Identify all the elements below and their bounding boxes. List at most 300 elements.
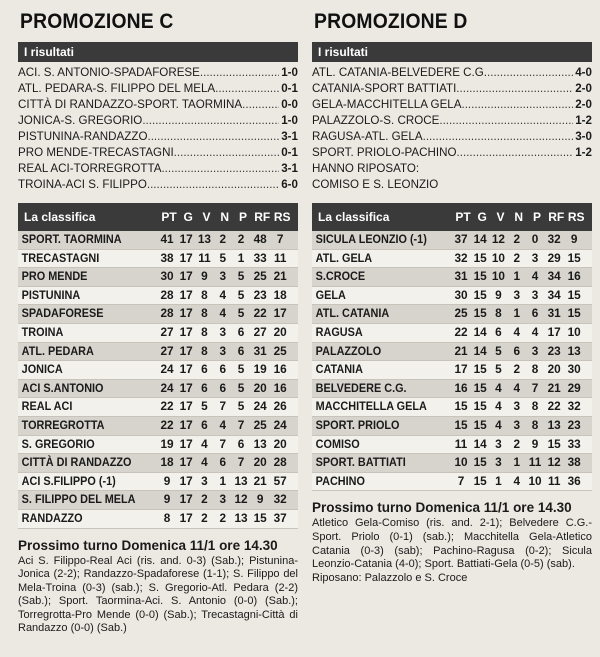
table-row: [18, 268, 298, 287]
col-pt: PT: [161, 210, 177, 224]
dot-leader: [147, 177, 279, 193]
stat-g: 15: [473, 362, 487, 377]
stat-rs: 24: [273, 417, 287, 432]
stat-v: 10: [491, 250, 505, 265]
league-title: PROMOZIONE C: [20, 10, 174, 33]
stat-rf: 19: [253, 362, 267, 377]
stat-n: 3: [513, 417, 521, 432]
result-match: ATL. CATANIA-BELVEDERE C.G.: [312, 66, 488, 79]
result-match: GELA-MACCHITELLA GELA: [312, 98, 462, 111]
stat-v: 5: [495, 362, 502, 377]
stat-rs: 7: [276, 232, 284, 246]
team-name: S. FILIPPO DEL MELA: [21, 492, 136, 507]
result-score: 2-0: [575, 82, 592, 95]
stat-pt: 28: [160, 287, 174, 302]
stat-n: 7: [219, 399, 227, 414]
stat-n: 7: [219, 436, 227, 451]
result-row: [18, 65, 298, 81]
team-name: REAL ACI: [21, 399, 73, 414]
col-v: V: [496, 210, 505, 224]
stat-rf: 29: [547, 250, 561, 265]
stat-rs: 16: [567, 269, 581, 284]
stat-v: 4: [201, 436, 208, 451]
team-name: S.CROCE: [315, 269, 366, 284]
stat-pt: 22: [160, 399, 174, 414]
team-name: SPADAFORESE: [21, 306, 104, 321]
stat-rf: 34: [547, 287, 561, 302]
result-row: [312, 97, 592, 113]
stat-rs: 16: [273, 380, 287, 395]
stat-rs: 28: [273, 455, 287, 470]
result-row: [312, 129, 592, 145]
result-row: [18, 129, 298, 145]
stat-rf: 22: [253, 306, 267, 321]
table-row: [18, 491, 298, 510]
stat-rs: 26: [273, 399, 287, 414]
stat-n: 3: [219, 324, 227, 339]
stat-v: 3: [495, 436, 502, 451]
result-row: [312, 65, 592, 81]
stat-g: 17: [179, 362, 193, 377]
standings-label: La classifica: [318, 210, 390, 224]
standings-header: [312, 203, 592, 231]
team-name: SICULA LEONZIO (-1): [315, 232, 427, 246]
team-name: BELVEDERE C.G.: [315, 380, 407, 395]
stat-rs: 13: [567, 343, 581, 358]
stat-v: 6: [495, 324, 502, 339]
stat-rs: 21: [273, 269, 287, 284]
stat-rs: 9: [570, 232, 578, 246]
stat-v: 8: [201, 287, 208, 302]
stat-rs: 15: [567, 306, 581, 321]
stat-n: 3: [219, 492, 227, 507]
stat-g: 17: [179, 436, 193, 451]
stat-rs: 38: [567, 455, 581, 470]
stat-rf: 21: [253, 473, 267, 488]
team-name: CATANIA: [315, 362, 363, 377]
table-row: [312, 231, 592, 250]
result-match: RAGUSA-ATL. GELA: [312, 130, 423, 143]
stat-p: 12: [234, 492, 248, 507]
stat-pt: 32: [454, 250, 468, 265]
stat-rf: 25: [253, 417, 267, 432]
stat-v: 4: [495, 417, 502, 432]
stat-rf: 22: [547, 399, 561, 414]
stat-rs: 20: [273, 324, 287, 339]
stat-rs: 23: [567, 417, 581, 432]
table-row: [312, 436, 592, 455]
team-name: SPORT. BATTIATI: [315, 455, 406, 470]
col-g: G: [183, 210, 193, 224]
stat-rs: 32: [273, 492, 287, 507]
dot-leader: [200, 65, 279, 81]
next-round-text: Atletico Gela-Comiso (ris. and. 2-1); Belvedere C.G.-Sport. Priolo (0-1) (sab.); Macchitella Gela-Atletico Catania (0-3) (sab); Pachino-Ragusa (0-2); Sicula Leonzio-Catania (4-0); Sport. Battiati-Gela (0-5) (sab).: [312, 517, 592, 571]
stat-rs: 15: [567, 250, 581, 265]
stat-pt: 25: [454, 306, 468, 321]
stat-pt: 22: [160, 417, 174, 432]
col-n: N: [220, 210, 230, 224]
result-row: [312, 81, 592, 97]
stat-g: 15: [473, 287, 487, 302]
stat-v: 8: [495, 306, 502, 321]
stat-pt: 19: [160, 436, 174, 451]
stat-g: 17: [179, 232, 193, 246]
stat-p: 4: [531, 269, 539, 284]
result-score: 0-0: [281, 98, 298, 111]
stat-pt: 38: [160, 250, 174, 265]
promozione-d-column: [312, 0, 592, 585]
result-match: JONICA-S. GREGORIO: [18, 114, 143, 127]
stat-p: 10: [528, 473, 542, 488]
stat-n: 3: [513, 399, 521, 414]
stat-rf: 17: [547, 324, 561, 339]
stat-rs: 37: [273, 510, 287, 525]
stat-g: 17: [179, 250, 193, 265]
stat-p: 3: [531, 343, 539, 358]
col-rf: RF: [254, 210, 271, 224]
result-score: 0-1: [281, 146, 298, 159]
stat-v: 4: [495, 399, 502, 414]
stat-g: 17: [179, 417, 193, 432]
dot-leader: [457, 145, 574, 161]
stat-rs: 32: [567, 399, 581, 414]
stat-rf: 12: [547, 455, 561, 470]
team-name: ACI S.ANTONIO: [21, 380, 104, 395]
team-name: SPORT. PRIOLO: [315, 417, 400, 432]
dot-leader: [423, 129, 574, 145]
stat-g: 14: [473, 343, 487, 358]
stat-pt: 41: [160, 232, 174, 246]
stat-rf: 31: [253, 343, 267, 358]
stat-p: 0: [531, 232, 539, 246]
result-match: REAL ACI-TORREGROTTA: [18, 162, 162, 175]
table-row: [312, 324, 592, 343]
team-name: COMISO: [315, 436, 360, 451]
stat-rf: 27: [253, 324, 267, 339]
stat-g: 17: [179, 380, 193, 395]
stat-n: 6: [219, 380, 227, 395]
result-score: 3-1: [281, 130, 298, 143]
stat-g: 15: [473, 473, 487, 488]
table-row: [312, 380, 592, 399]
stat-rs: 10: [567, 324, 581, 339]
standings-header: [18, 203, 298, 231]
dot-leader: [142, 113, 279, 129]
stat-p: 6: [237, 324, 245, 339]
stat-pt: 17: [454, 362, 468, 377]
stat-n: 2: [513, 362, 521, 377]
stat-p: 5: [237, 399, 245, 414]
stat-n: 2: [513, 232, 521, 246]
stat-p: 2: [237, 232, 245, 246]
stat-pt: 9: [163, 492, 171, 507]
stat-p: 3: [531, 250, 539, 265]
stat-p: 8: [531, 399, 539, 414]
team-name: S. GREGORIO: [21, 436, 95, 451]
stat-g: 15: [473, 417, 487, 432]
stat-g: 14: [473, 232, 487, 246]
promozione-c-column: [18, 0, 298, 636]
table-row: [312, 250, 592, 269]
stat-pt: 21: [454, 343, 468, 358]
result-row: [18, 145, 298, 161]
team-name: ATL. PEDARA: [21, 343, 94, 358]
stat-g: 17: [179, 455, 193, 470]
stat-v: 1: [495, 473, 502, 488]
stat-p: 7: [531, 380, 539, 395]
stat-pt: 18: [160, 455, 174, 470]
stat-n: 4: [513, 324, 521, 339]
stat-g: 17: [179, 287, 193, 302]
table-row: [18, 305, 298, 324]
stat-g: 15: [473, 455, 487, 470]
stat-rs: 29: [567, 380, 581, 395]
stat-rf: 13: [547, 417, 561, 432]
team-name: MACCHITELLA GELA: [315, 399, 427, 414]
col-rs: RS: [567, 210, 585, 224]
stat-pt: 27: [160, 343, 174, 358]
stat-v: 3: [201, 473, 208, 488]
dot-leader: [215, 81, 279, 97]
table-row: [18, 343, 298, 362]
col-rf: RF: [548, 210, 565, 224]
table-row: [312, 268, 592, 287]
stat-v: 9: [201, 269, 208, 284]
next-round-title: Prossimo turno Domenica 11/1 ore 14.30: [18, 537, 278, 553]
table-row: [18, 324, 298, 343]
col-p: P: [239, 210, 248, 224]
stat-rf: 23: [253, 287, 267, 302]
rest-teams: COMISO E S. LEONZIO: [312, 178, 439, 191]
table-row: [312, 287, 592, 306]
stat-rf: 9: [256, 492, 264, 507]
result-match: SPORT. PRIOLO-PACHINO: [312, 146, 457, 159]
table-row: [18, 510, 298, 529]
stat-g: 14: [473, 436, 487, 451]
stat-g: 17: [179, 343, 193, 358]
next-round-title: Prossimo turno Domenica 11/1 ore 14.30: [312, 500, 572, 516]
table-row: [312, 417, 592, 436]
stat-v: 2: [201, 492, 208, 507]
stat-g: 17: [179, 399, 193, 414]
stat-rf: 11: [547, 473, 561, 488]
dot-leader: [439, 113, 573, 129]
result-row: [312, 145, 592, 161]
results-header: I risultati: [312, 42, 592, 62]
result-score: 1-2: [575, 146, 592, 159]
standings-table: [18, 231, 298, 529]
stat-rf: 32: [547, 232, 561, 246]
result-score: 3-1: [281, 162, 298, 175]
team-name: RANDAZZO: [21, 510, 83, 525]
stat-rf: 20: [253, 455, 267, 470]
stat-g: 17: [179, 324, 193, 339]
result-score: 3-0: [575, 130, 592, 143]
stat-v: 11: [198, 250, 211, 265]
stat-p: 6: [237, 436, 245, 451]
stat-v: 2: [201, 510, 208, 525]
stat-v: 5: [495, 343, 502, 358]
col-n: N: [514, 210, 524, 224]
team-name: ATL. GELA: [315, 250, 373, 265]
table-row: [312, 305, 592, 324]
stat-pt: 15: [454, 417, 468, 432]
stat-rs: 20: [273, 436, 287, 451]
stat-rf: 23: [547, 343, 561, 358]
stat-p: 1: [237, 250, 245, 265]
stat-pt: 9: [163, 473, 171, 488]
team-name: PRO MENDE: [21, 269, 88, 284]
stat-pt: 28: [160, 306, 174, 321]
result-row: [18, 177, 298, 193]
table-row: [312, 473, 592, 492]
stat-pt: 31: [454, 269, 468, 284]
stat-n: 1: [513, 306, 521, 321]
result-row: [18, 81, 298, 97]
result-match: PISTUNINA-RANDAZZO: [18, 130, 148, 143]
stat-rf: 34: [547, 269, 561, 284]
stat-rf: 15: [253, 510, 267, 525]
col-g: G: [477, 210, 487, 224]
standings-label: La classifica: [24, 210, 96, 224]
stat-v: 6: [201, 362, 208, 377]
next-round-text: Aci S. Filippo-Real Aci (ris. and. 0-3) (Sab.); Pistunina-Jonica (2-2); Randazzo-Spadaforese (1-1); S. Filippo del Mela-Troina (0-3) (sab.); S. Gregorio-Atl. Pedara (2-2) (Sab.); Sport. Taormina-Aci. S. Antonio (0-0) (Sab.); Torregrotta-Pro Mende (0-0) (Sab.); Trecastagni-Città di Randazzo (0-0) (Sab.): [18, 554, 298, 635]
team-name: PISTUNINA: [21, 287, 81, 302]
dot-leader: [487, 65, 573, 81]
stat-rf: 24: [253, 399, 267, 414]
stat-v: 5: [201, 399, 208, 414]
team-name: PACHINO: [315, 473, 365, 488]
stat-rf: 48: [253, 232, 267, 246]
stat-p: 6: [237, 343, 245, 358]
stat-p: 5: [237, 287, 245, 302]
team-name: ATL. CATANIA: [315, 306, 390, 321]
stat-n: 4: [513, 473, 521, 488]
table-row: [18, 250, 298, 269]
stat-rf: 20: [253, 380, 267, 395]
team-name: SPORT. TAORMINA: [21, 232, 122, 246]
table-row: [18, 231, 298, 250]
stat-n: 1: [513, 455, 521, 470]
result-score: 6-0: [281, 178, 298, 191]
stat-n: 2: [219, 510, 227, 525]
team-name: JONICA: [21, 362, 63, 377]
stat-n: 4: [219, 306, 227, 321]
table-row: [18, 436, 298, 455]
stat-n: 5: [219, 250, 227, 265]
team-name: PALAZZOLO: [315, 343, 382, 358]
table-row: [312, 454, 592, 473]
stat-v: 13: [197, 232, 211, 246]
stat-rs: 16: [273, 362, 287, 377]
stat-p: 5: [237, 362, 245, 377]
result-score: 2-0: [575, 98, 592, 111]
team-name: ACI S.FILIPPO (-1): [21, 473, 116, 488]
stat-pt: 8: [163, 510, 171, 525]
stat-v: 9: [495, 287, 502, 302]
stat-p: 3: [531, 287, 539, 302]
stat-g: 15: [473, 399, 487, 414]
team-name: TROINA: [21, 324, 64, 339]
results-header: I risultati: [18, 42, 298, 62]
team-name: TORREGROTTA: [21, 417, 105, 432]
stat-p: 8: [531, 417, 539, 432]
stat-pt: 30: [454, 287, 468, 302]
stat-p: 4: [531, 324, 539, 339]
table-row: [18, 398, 298, 417]
result-score: 1-2: [575, 114, 592, 127]
stat-n: 3: [219, 269, 227, 284]
team-name: RAGUSA: [315, 324, 363, 339]
stat-rs: 57: [273, 473, 287, 488]
result-row: [18, 113, 298, 129]
stat-g: 17: [179, 473, 193, 488]
stat-v: 4: [495, 380, 502, 395]
stat-n: 2: [513, 436, 521, 451]
stat-pt: 11: [454, 436, 468, 451]
dot-leader: [161, 161, 279, 177]
stat-p: 13: [234, 510, 248, 525]
stat-n: 1: [219, 473, 227, 488]
stat-n: 3: [513, 287, 521, 302]
table-row: [312, 343, 592, 362]
col-pt: PT: [455, 210, 471, 224]
stat-pt: 10: [454, 455, 468, 470]
stat-p: 7: [237, 455, 245, 470]
stat-v: 6: [201, 380, 208, 395]
table-row: [18, 361, 298, 380]
stat-pt: 7: [457, 473, 465, 488]
stat-p: 9: [531, 436, 539, 451]
result-match: CATANIA-SPORT BATTIATI: [312, 82, 457, 95]
results-list: [312, 65, 592, 161]
stat-pt: 16: [454, 380, 468, 395]
stat-n: 3: [219, 343, 227, 358]
stat-g: 14: [473, 324, 487, 339]
result-match: PRO MENDE-TRECASTAGNI: [18, 146, 174, 159]
stat-v: 6: [201, 417, 208, 432]
result-match: ACI. S. ANTONIO-SPADAFORESE: [18, 66, 200, 79]
stat-g: 15: [473, 269, 487, 284]
stat-v: 12: [491, 232, 505, 246]
stat-rf: 31: [547, 306, 561, 321]
stat-pt: 24: [160, 362, 174, 377]
stat-rf: 15: [547, 436, 561, 451]
stat-g: 15: [473, 380, 487, 395]
result-match: PALAZZOLO-S. CROCE: [312, 114, 440, 127]
stat-g: 17: [179, 510, 193, 525]
stat-g: 17: [179, 306, 193, 321]
result-score: 0-1: [281, 82, 298, 95]
stat-n: 4: [513, 380, 521, 395]
stat-rs: 33: [567, 436, 581, 451]
stat-n: 4: [219, 417, 227, 432]
stat-p: 5: [237, 306, 245, 321]
stat-v: 10: [491, 269, 505, 284]
results-list: [18, 65, 298, 193]
stat-v: 4: [201, 455, 208, 470]
stat-rs: 15: [567, 287, 581, 302]
stat-g: 17: [179, 492, 193, 507]
stat-rs: 17: [273, 306, 287, 321]
table-row: [18, 417, 298, 436]
result-row: [18, 97, 298, 113]
stat-rs: 11: [273, 250, 287, 265]
stat-rs: 25: [273, 343, 287, 358]
next-round-rest: Riposano: Palazzolo e S. Croce: [312, 571, 468, 584]
stat-v: 8: [201, 306, 208, 321]
result-match: TROINA-ACI S. FILIPPO: [18, 178, 147, 191]
